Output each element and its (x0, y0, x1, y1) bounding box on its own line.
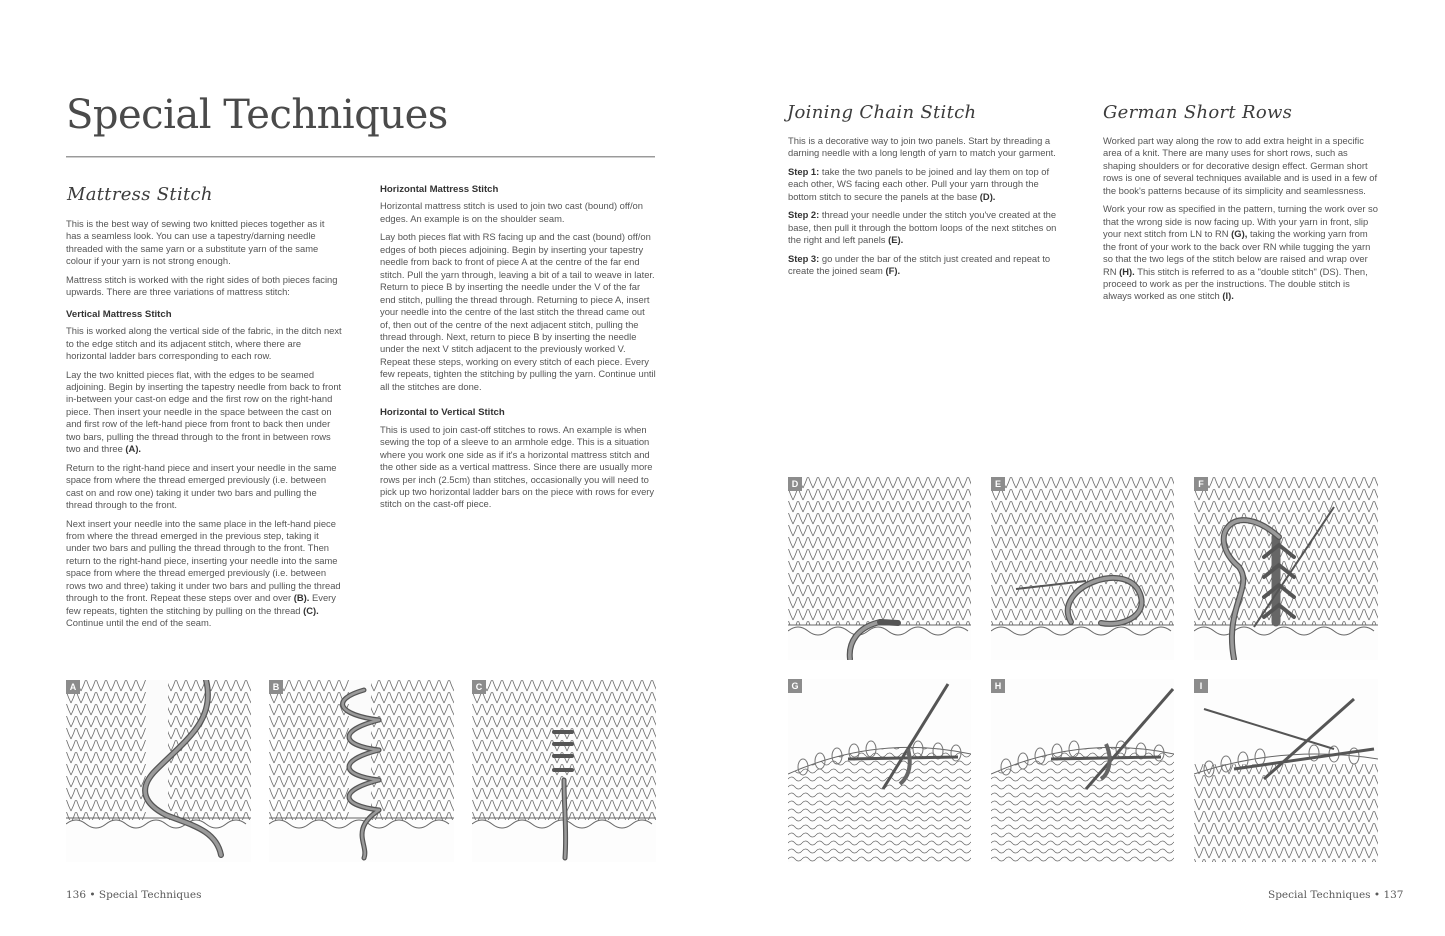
german-para-2b: taking the working yarn from the front of your work to the back over RN while tugging the yarn so that the two legs of the stitch below are raised and wrap over RN (1103, 228, 1371, 277)
mattress-stitch-heading: Mattress Stitch (67, 184, 213, 205)
mattress-intro-2: Mattress stitch is worked with the right sides of both pieces facing upwards. There are three variations of mattress stitch: (66, 273, 338, 298)
ref-b: (B). (293, 592, 310, 604)
panel-label-b: B (269, 680, 283, 694)
h-to-v-heading: Horizontal to Vertical Stitch (380, 407, 505, 419)
joining-step-2 (788, 209, 1064, 246)
step-1-label: Step 1: (788, 165, 820, 177)
mattress-intro-1: This is the best way of sewing two knitted pieces together as it has a seamless look. You can use a tapestry/darning needle threaded with the same yarn or a substitute yarn of the same colour if your yarn is not strong enough. (66, 218, 325, 267)
vertical-para-4 (66, 518, 342, 630)
panel-label-i: I (1194, 679, 1208, 693)
vertical-para-2-text: Lay the two knitted pieces flat, with the edges to be seamed adjoining. Begin by inserting the tapestry needle from back to front in-between your cast-on edge and the first row on the right-hand piece. Then insert your needle in the space between the cast on and first row of the left-hand piece from front to back then under two bars, pulling the thread through to the front in between rows two and three (66, 368, 342, 455)
illustration-panel-c (472, 680, 656, 862)
joining-step-1 (788, 166, 1064, 203)
step-3-label: Step 3: (788, 252, 820, 264)
german-para-2a: Work your row as specified in the pattern, turning the work over so that the wrong side is now facing up. With your yarn in front, slip your next stitch from LN to RN (1103, 203, 1378, 240)
left-footer: 136 • Special Techniques (66, 889, 202, 901)
vertical-para-4-text: Next insert your needle into the same place in the left-hand piece from where the thread emerged in the previous step, taking it under two bars and pulling the thread through to the front. Then return to the right-hand piece, inserting your needle into the same space from where the thread emerged previously (i.e. between rows two and three) taking it under two bars and pulling the thread through to the front. Repeat these steps over and over (66, 517, 341, 604)
ref-e: (E). (888, 234, 904, 246)
chain-join-f-illustration (1194, 477, 1378, 660)
vertical-para-1: This is worked along the vertical side of the fabric, in the ditch next to the edge stitch and its adjacent stitch, where there are horizontal ladder bars corresponding to each row. (66, 325, 342, 362)
joining-chain-heading: Joining Chain Stitch (787, 102, 977, 123)
illustration-panel-e (991, 477, 1174, 660)
vertical-para-2 (66, 369, 342, 456)
joining-step-3 (788, 253, 1064, 278)
knit-seam-b-illustration (269, 680, 454, 862)
mattress-column (66, 218, 342, 636)
step-2-label: Step 2: (788, 209, 820, 221)
horizontal-column (380, 184, 656, 517)
illustration-panel-d (788, 477, 971, 660)
horizontal-para-2: Lay both pieces flat with RS facing up and the cast (bound) off/on edges of both pieces adjoining. Begin by inserting your tapestry needle from back to front of piece A at the centre of the far end stitch. Pull the yarn through, leaving a bit of a tail to weave in later. Return to piece B by inserting the needle under the V of the far end stitch, pulling the thread through. Returning to piece A, insert your needle into the centre of the last stitch the thread came out of, then out of the centre of the next adjacent stitch, pulling the thread through. Next, return to piece B by inserting the needle under the next V stitch adjacent to the previously worked V. Repeat these steps, working on every stitch of each piece. Every few repeats, tighten the stitching by pulling the yarn. Continue until all the stitches are done. (380, 231, 656, 392)
horizontal-para-1: Horizontal mattress stitch is used to join two cast (bound) off/on edges. An example is on the shoulder seam. (380, 200, 643, 224)
vertical-para-4b-text: Every few repeats, tighten the stitching by pulling on the thread (66, 592, 336, 616)
ref-d: (D). (979, 190, 996, 202)
short-rows-i-illustration (1194, 679, 1378, 862)
horizontal-mattress-heading: Horizontal Mattress Stitch (380, 184, 499, 195)
ref-i: (I). (1222, 290, 1234, 302)
short-rows-g-illustration (788, 679, 971, 862)
german-para-1: Worked part way along the row to add extra height in a specific area of a knit. There are many uses for short rows, such as shaping shoulders or for decorative design effect. German short rows is one of several techniques available and is used in a few of the book's patterns because of its simplicity and seamlessness. (1103, 135, 1378, 196)
german-short-rows-heading: German Short Rows (1103, 102, 1293, 123)
panel-label-g: G (788, 679, 802, 693)
short-rows-h-illustration (991, 679, 1174, 862)
illustration-panel-a (66, 680, 251, 862)
ref-g: (G), (1231, 228, 1248, 240)
right-footer: Special Techniques • 137 (1268, 889, 1404, 901)
joining-intro: This is a decorative way to join two panels. Start by threading a darning needle with a long length of yarn to match your garment. (788, 135, 1056, 159)
knit-seam-c-illustration (472, 680, 656, 862)
german-column (1103, 135, 1378, 309)
ref-a: (A). (125, 443, 142, 455)
step-3-text: go under the bar of the stitch just created and repeat to create the joined seam (788, 252, 1051, 277)
panel-label-e: E (991, 477, 1005, 491)
knit-seam-a-illustration (66, 680, 251, 862)
vertical-para-3: Return to the right-hand piece and insert your needle in the same space from where the thread emerged previously (i.e. between cast on and row one) taking it under two bars and pulling the thread through to the front. (66, 461, 337, 511)
h-to-v-para: This is used to join cast-off stitches to rows. An example is when sewing the top of a sleeve to an armhole edge. This is a situation where you work one side as if it's a horizontal mattress stitch and the other side as a vertical mattress. Since there are usually more rows per inch (2.5cm) than stitches, occasionally you will need to pick up two horizontal ladder bars on the piece with rows for every stitch on the cast-off piece. (380, 423, 655, 510)
illustration-panel-b (269, 680, 454, 862)
panel-label-d: D (788, 477, 802, 491)
panel-label-f: F (1194, 477, 1208, 491)
ref-h: (H). (1119, 265, 1135, 277)
vertical-mattress-heading: Vertical Mattress Stitch (66, 308, 172, 320)
chain-join-d-illustration (788, 477, 971, 660)
title-rule (66, 156, 655, 158)
chain-join-e-illustration (991, 477, 1174, 660)
ref-c: (C). (303, 604, 319, 616)
joining-column (788, 135, 1064, 284)
illustration-panel-i (1194, 679, 1378, 862)
page-title: Special Techniques (66, 92, 448, 138)
panel-label-a: A (66, 680, 80, 694)
illustration-panel-f (1194, 477, 1378, 660)
step-2-text: thread your needle under the stitch you've created at the base, then pull it through the bottom loops of the next stitches on the right and left panels (788, 209, 1057, 246)
german-para-2 (1103, 203, 1378, 303)
step-1-text: take the two panels to be joined and lay them on top of each other, WS facing each other. Pull your yarn through the bottom stitch to secure the panels at the base (788, 165, 1050, 202)
panel-label-h: H (991, 679, 1005, 693)
ref-f: (F). (885, 265, 901, 277)
vertical-para-4c-text: Continue until the end of the seam. (66, 617, 212, 629)
illustration-panel-h (991, 679, 1174, 862)
german-para-2c: This stitch is referred to as a "double stitch" (DS). Then, proceed to work as per the instructions. The double stitch is always worked as one stitch (1103, 265, 1368, 302)
panel-label-c: C (472, 680, 486, 694)
illustration-panel-g (788, 679, 971, 862)
